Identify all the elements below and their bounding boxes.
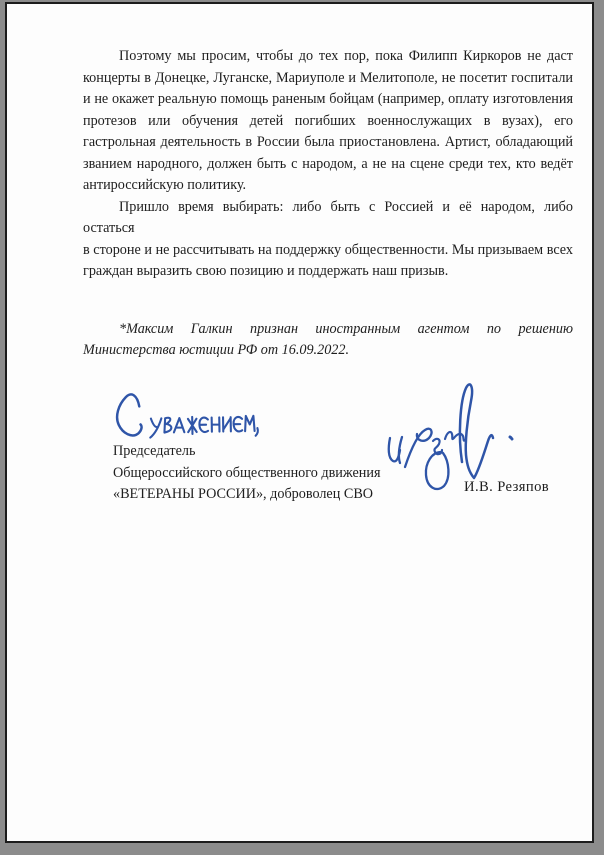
document-page (5, 2, 594, 843)
text-line: гастрольная деятельность в России была приостановлена. Артист, обладающий (83, 134, 573, 150)
paragraph-call-to-choose (83, 197, 573, 283)
text-line: *Максим Галкин признан иностранным агентом по решению (119, 320, 573, 337)
signer-title-line: Председатель (113, 443, 196, 459)
text-line: Пришло время выбирать: либо быть с Россией и её народом, либо остаться (83, 198, 573, 236)
signer-name: И.В. Резяпов (464, 479, 550, 495)
signer-title-line: Общероссийского общественного движения (113, 464, 381, 481)
handwritten-salutation (111, 387, 262, 448)
text-line: в стороне и не рассчитывать на поддержку общественности. Мы призываем всех (83, 241, 573, 258)
text-line: концерты в Донецке, Луганске, Мариуполе и Мелитополе, не посетит госпитали (83, 69, 573, 86)
text-line: и не окажет реальную помощь раненым бойцам (например, оплату изготовления (83, 91, 573, 107)
text-line: Министерства юстиции РФ от 16.09.2022. (83, 342, 350, 358)
text-line: Поэтому мы просим, чтобы до тех пор, пока Филипп Киркоров не даст (119, 48, 573, 64)
text-line: антироссийскую политику. (83, 177, 247, 193)
text-line: протезов или обучения детей погибших военнослужащих в вузах), его (83, 112, 573, 129)
paragraph-kirkorov-demand (83, 46, 573, 197)
signer-title-line: «ВЕТЕРАНЫ РОССИИ», доброволец СВО (113, 486, 374, 502)
text-line: званием народного, должен быть с народом, а не на сцене среди тех, кто ведёт (83, 155, 573, 172)
footnote-foreign-agent (83, 319, 573, 362)
text-line: граждан выразить свою позицию и поддержать наш призыв. (83, 263, 449, 279)
letter-body (83, 46, 573, 362)
signer-title-block (113, 441, 381, 506)
